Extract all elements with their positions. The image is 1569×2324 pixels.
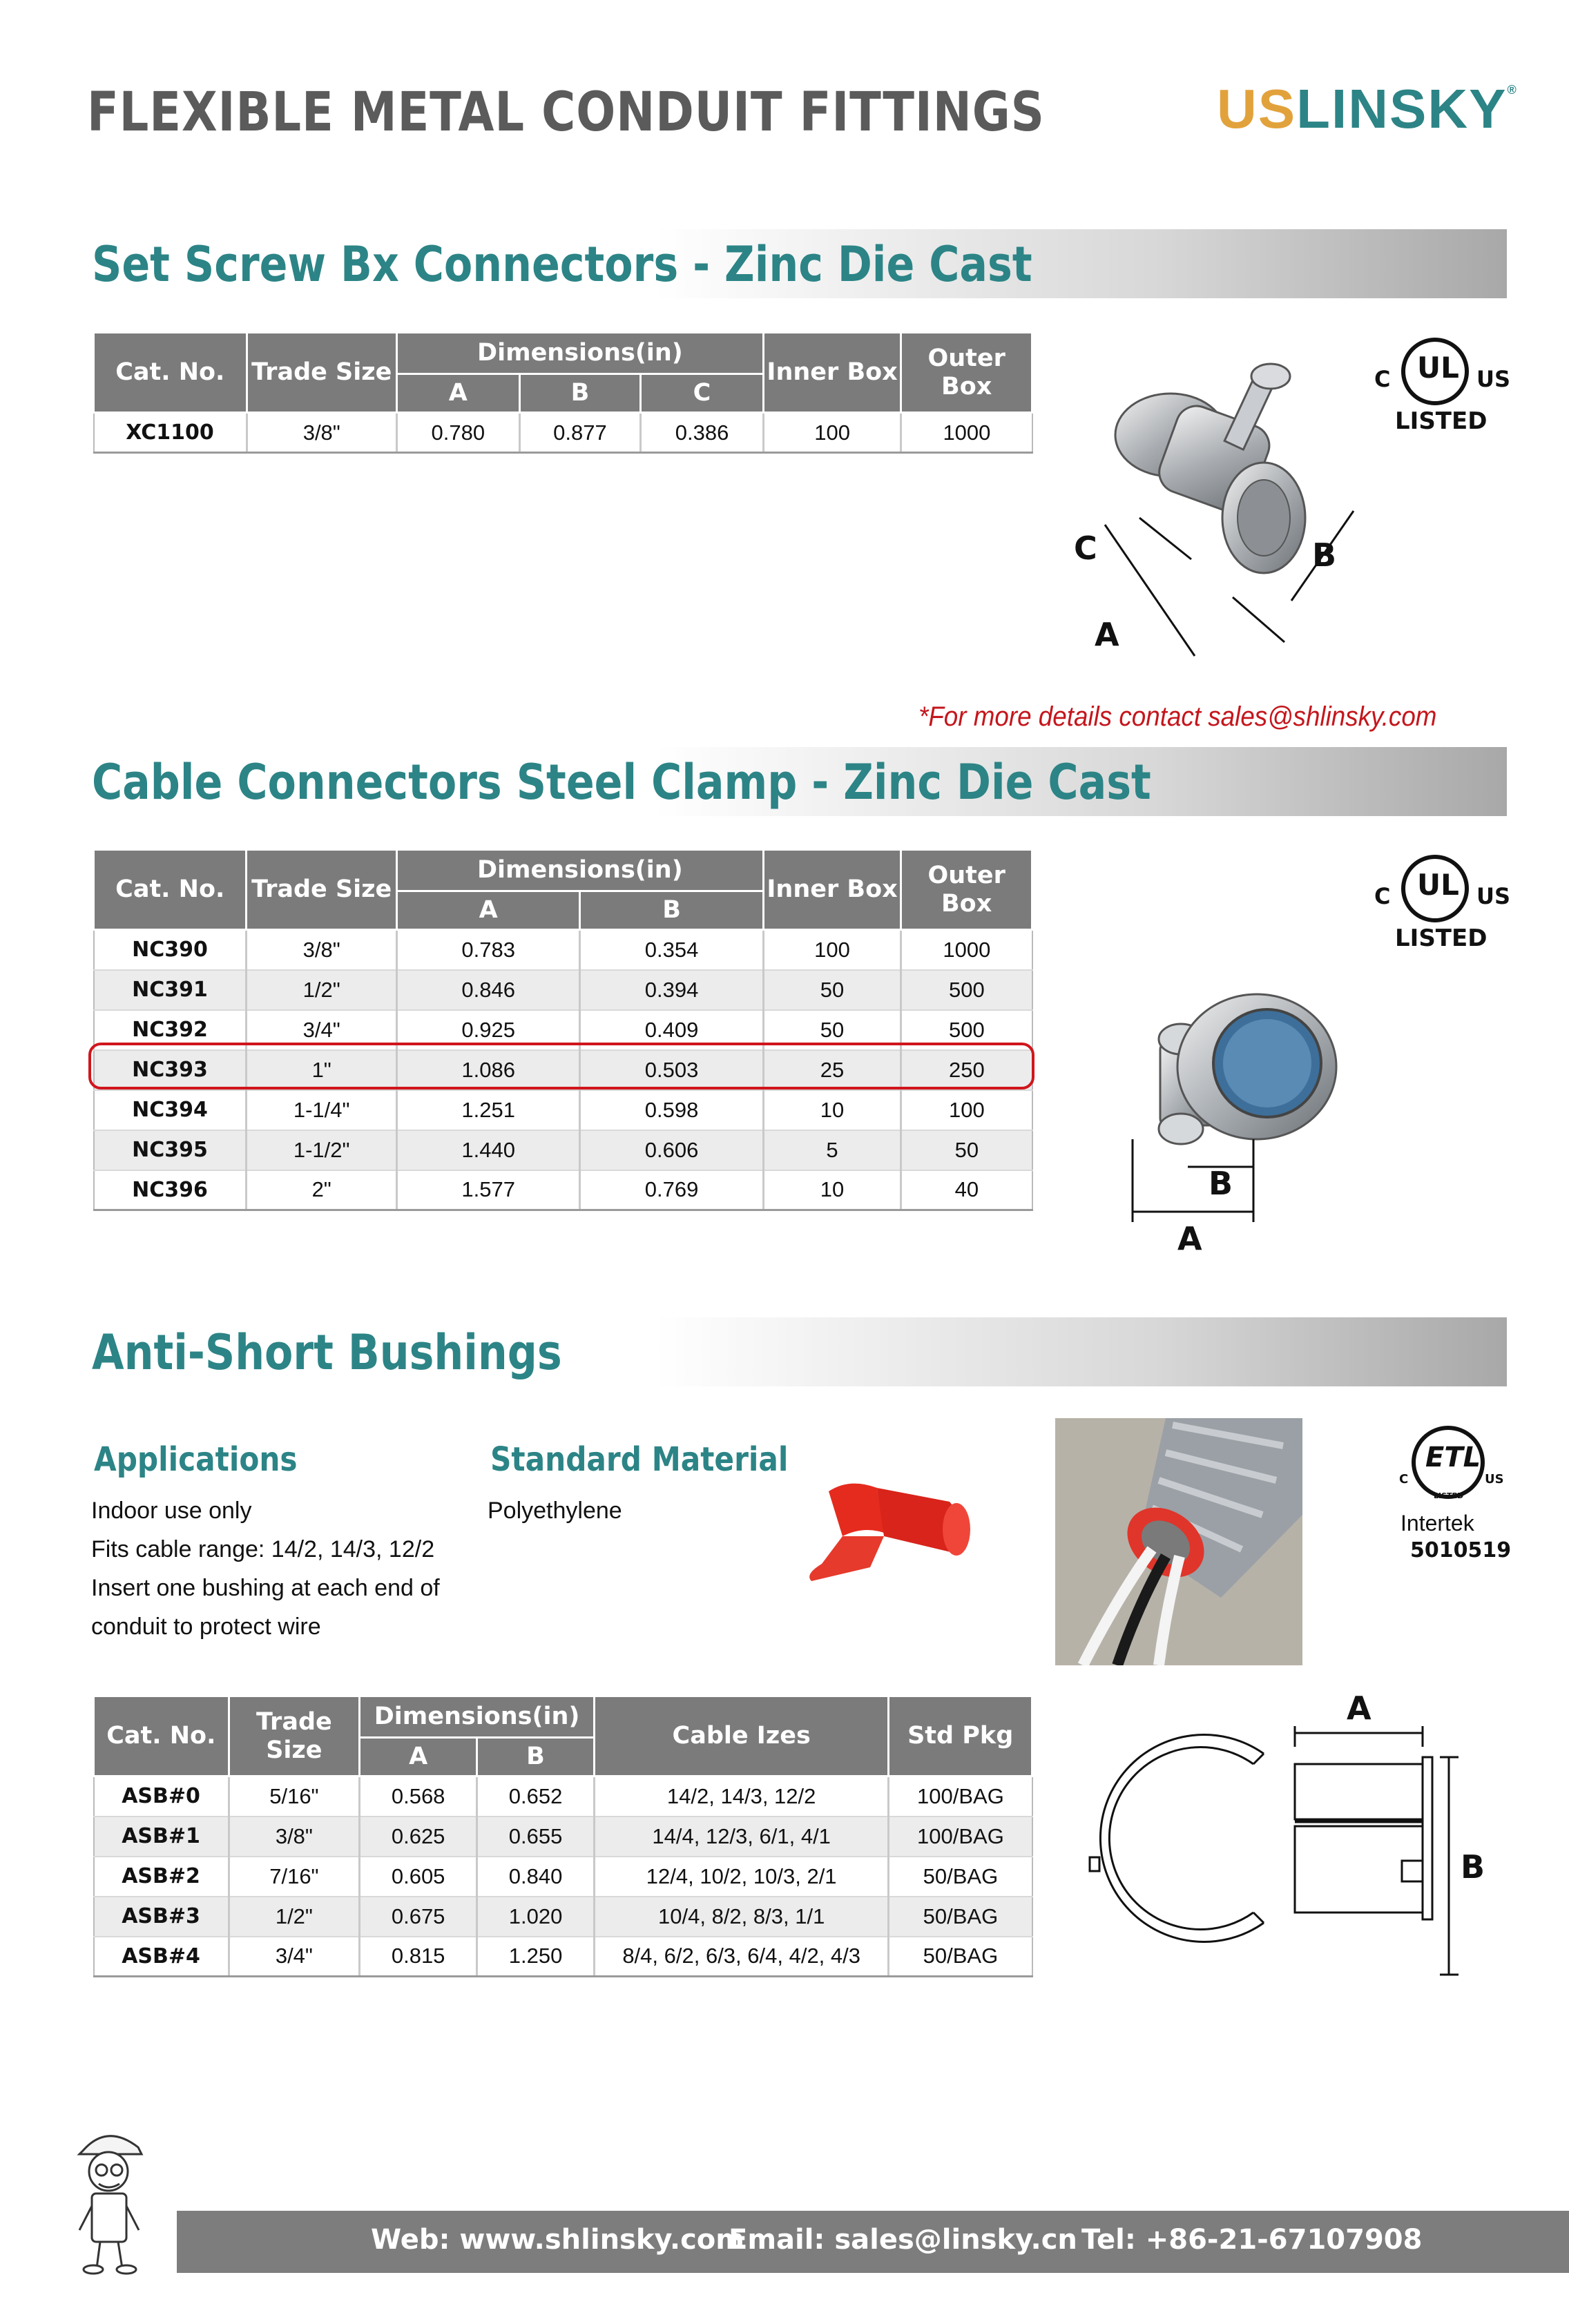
section3-title: Anti-Short Bushings [92, 1324, 562, 1381]
row-highlight-outline [88, 1043, 1034, 1090]
cell-inner: 25 [763, 1050, 901, 1090]
cell-cat: NC394 [94, 1090, 247, 1130]
etl-listed-mark [1396, 1421, 1512, 1566]
col-cable-sizes: Cable Izes [594, 1696, 888, 1776]
cell-pkg: 100/BAG [889, 1817, 1032, 1857]
cell-trade: 3/4" [229, 1937, 360, 1977]
col-std-pkg: Std Pkg [889, 1696, 1032, 1776]
cell-outer: 1000 [901, 413, 1032, 453]
ul-text: UL [1417, 351, 1459, 385]
cell-a: 0.925 [396, 1010, 579, 1050]
cell-a: 0.783 [396, 930, 579, 970]
cell-trade: 7/16" [229, 1857, 360, 1897]
material-value: Polyethylene [488, 1498, 622, 1524]
cell-cat: NC391 [94, 970, 247, 1010]
col-dim-c: C [641, 374, 764, 413]
etl-c-text: C [1399, 1472, 1409, 1487]
cell-a: 0.625 [360, 1817, 477, 1857]
cell-b: 0.409 [580, 1010, 763, 1050]
section1-title: Set Screw Bx Connectors - Zinc Die Cast [92, 236, 1032, 293]
dim-label-b: B [1209, 1165, 1233, 1202]
applications-list [91, 1491, 440, 1646]
cell-cat: ASB#2 [94, 1857, 229, 1897]
cell-inner: 100 [763, 930, 901, 970]
dim-label-b: B [1312, 536, 1337, 574]
brand-linsky: LINSKY [1296, 78, 1508, 139]
cell-cat: XC1100 [94, 413, 247, 453]
cell-outer: 250 [901, 1050, 1032, 1090]
dim-label-a: A [1177, 1220, 1202, 1257]
bushing-technical-drawing [1057, 1678, 1499, 1995]
cell-outer: 40 [901, 1170, 1032, 1210]
cell-trade: 3/8" [229, 1817, 360, 1857]
cell-trade: 3/8" [247, 930, 396, 970]
cell-b: 0.877 [519, 413, 641, 453]
cell-trade: 2" [247, 1170, 396, 1210]
table-row [94, 1937, 1032, 1977]
c-ring-icon [1090, 1735, 1264, 1942]
cell-outer: 500 [901, 1010, 1032, 1050]
applications-item: Indoor use only [91, 1498, 252, 1524]
cell-b: 0.598 [580, 1090, 763, 1130]
cell-trade: 5/16" [229, 1776, 360, 1817]
footer-email[interactable]: Email: sales@linsky.cn [729, 2224, 1077, 2256]
connector-body-icon [1115, 364, 1305, 573]
dim-label-a: A [1347, 1689, 1371, 1727]
page-title: FLEXIBLE METAL CONDUIT FITTINGS [87, 81, 1045, 144]
cell-trade: 3/8" [247, 413, 396, 453]
bushing-installed-photo [1055, 1418, 1302, 1665]
table-row [94, 1817, 1032, 1857]
cell-a: 1.251 [396, 1090, 579, 1130]
section2-table [93, 849, 1033, 1211]
brand-logo [1217, 77, 1518, 141]
cell-cat: NC390 [94, 930, 247, 970]
cell-b: 0.394 [580, 970, 763, 1010]
ul-listed-text: LISTED [1395, 924, 1488, 952]
section2-title: Cable Connectors Steel Clamp - Zinc Die Cast [92, 754, 1151, 811]
cell-cable: 12/4, 10/2, 10/3, 2/1 [594, 1857, 888, 1897]
cell-cat: NC393 [94, 1050, 247, 1090]
ul-listed-mark-2 [1374, 849, 1512, 959]
etl-text: ETL [1425, 1442, 1481, 1473]
table-row [94, 1130, 1032, 1170]
cell-pkg: 50/BAG [889, 1857, 1032, 1897]
cell-cat: ASB#1 [94, 1817, 229, 1857]
cell-inner: 10 [763, 1090, 901, 1130]
cell-pkg: 50/BAG [889, 1937, 1032, 1977]
red-bushing-illustration [801, 1471, 988, 1609]
table-row [94, 930, 1032, 970]
cell-b: 0.769 [580, 1170, 763, 1210]
col-dimensions: Dimensions(in) [396, 850, 763, 891]
footer-tel[interactable]: Tel: +86-21-67107908 [1081, 2224, 1423, 2256]
ul-c-text: C [1374, 366, 1391, 392]
ul-listed-text: LISTED [1395, 407, 1488, 435]
cell-a: 0.675 [360, 1897, 477, 1937]
dim-label-b: B [1461, 1848, 1485, 1886]
col-dim-b: B [519, 374, 641, 413]
col-dim-a: A [396, 891, 579, 930]
cell-a: 0.846 [396, 970, 579, 1010]
ul-us-text: US [1476, 366, 1511, 392]
cell-a: 0.815 [360, 1937, 477, 1977]
table-row [94, 1776, 1032, 1817]
cell-c: 0.386 [641, 413, 764, 453]
cell-trade: 1" [247, 1050, 396, 1090]
applications-title: Applications [94, 1440, 298, 1479]
col-cat-no: Cat. No. [94, 333, 247, 413]
steel-clamp-connector-diagram [1119, 939, 1354, 1257]
cell-pkg: 100/BAG [889, 1776, 1032, 1817]
cell-a: 0.605 [360, 1857, 477, 1897]
col-dim-a: A [360, 1738, 477, 1776]
bushing-icon [809, 1484, 970, 1581]
col-cat-no: Cat. No. [94, 850, 247, 930]
cell-cat: ASB#3 [94, 1897, 229, 1937]
footer-web[interactable]: Web: www.shlinsky.com [371, 2224, 744, 2256]
ul-us-text: US [1476, 883, 1511, 909]
ul-listed-mark-1 [1374, 331, 1512, 442]
cell-trade: 1/2" [247, 970, 396, 1010]
table-row [94, 1170, 1032, 1210]
cell-cat: ASB#4 [94, 1937, 229, 1977]
mascot-illustration [66, 2116, 155, 2275]
contact-note: *For more details contact sales@shlinsky.com [918, 701, 1437, 732]
col-trade-size: Trade Size [247, 850, 396, 930]
cell-inner: 50 [763, 970, 901, 1010]
col-outer-box: Outer Box [901, 850, 1032, 930]
etl-number-text: 5010519 [1410, 1538, 1512, 1562]
etl-us-text: US [1485, 1472, 1504, 1487]
table-row [94, 1090, 1032, 1130]
set-screw-connector-diagram [1063, 352, 1367, 677]
intertek-text: Intertek [1400, 1511, 1474, 1536]
cell-outer: 100 [901, 1090, 1032, 1130]
brand-us: US [1217, 78, 1297, 139]
section1-table [93, 331, 1033, 454]
cell-b: 0.503 [580, 1050, 763, 1090]
col-dimensions: Dimensions(in) [397, 333, 764, 374]
col-outer-box: Outer Box [901, 333, 1032, 413]
applications-item: Insert one bushing at each end of [91, 1575, 440, 1601]
cell-trade: 1-1/2" [247, 1130, 396, 1170]
bushing-side-view-icon [1295, 1726, 1459, 1975]
cell-trade: 1-1/4" [247, 1090, 396, 1130]
col-inner-box: Inner Box [763, 333, 901, 413]
cell-cable: 10/4, 8/2, 8/3, 1/1 [594, 1897, 888, 1937]
cell-trade: 1/2" [229, 1897, 360, 1937]
col-dim-b: B [580, 891, 763, 930]
cell-b: 0.840 [477, 1857, 595, 1897]
dimension-lines-icon [1133, 1139, 1253, 1222]
cell-trade: 3/4" [247, 1010, 396, 1050]
col-cat-no: Cat. No. [94, 1696, 229, 1776]
dim-label-c: C [1074, 530, 1097, 567]
applications-item: Fits cable range: 14/2, 14/3, 12/2 [91, 1536, 435, 1562]
cell-cable: 14/4, 12/3, 6/1, 4/1 [594, 1817, 888, 1857]
cell-a: 1.086 [396, 1050, 579, 1090]
dim-label-a: A [1095, 616, 1119, 653]
cell-inner: 5 [763, 1130, 901, 1170]
cell-cat: ASB#0 [94, 1776, 229, 1817]
col-dim-b: B [477, 1738, 595, 1776]
table-row [94, 413, 1032, 453]
cell-b: 0.652 [477, 1776, 595, 1817]
cell-inner: 10 [763, 1170, 901, 1210]
cell-cable: 14/2, 14/3, 12/2 [594, 1776, 888, 1817]
cell-a: 1.577 [396, 1170, 579, 1210]
cell-inner: 100 [763, 413, 901, 453]
cell-b: 1.250 [477, 1937, 595, 1977]
col-dim-a: A [397, 374, 520, 413]
cell-a: 1.440 [396, 1130, 579, 1170]
col-dimensions: Dimensions(in) [360, 1696, 595, 1738]
cell-b: 0.354 [580, 930, 763, 970]
applications-item: conduit to protect wire [91, 1614, 321, 1640]
cell-b: 0.606 [580, 1130, 763, 1170]
ul-text: UL [1417, 868, 1459, 902]
cell-b: 1.020 [477, 1897, 595, 1937]
col-inner-box: Inner Box [763, 850, 901, 930]
cell-b: 0.655 [477, 1817, 595, 1857]
cell-outer: 500 [901, 970, 1032, 1010]
material-title: Standard Material [490, 1440, 789, 1479]
table-row [94, 970, 1032, 1010]
cell-cat: NC395 [94, 1130, 247, 1170]
ul-c-text: C [1374, 883, 1391, 909]
worker-mascot-icon [79, 2136, 142, 2274]
table-row [94, 1857, 1032, 1897]
cell-a: 0.568 [360, 1776, 477, 1817]
col-trade-size: Trade Size [247, 333, 396, 413]
table-row [94, 1897, 1032, 1937]
col-trade-size: Trade Size [229, 1696, 360, 1776]
section3-table [93, 1695, 1033, 1977]
brand-mark: ® [1507, 83, 1518, 97]
cell-pkg: 50/BAG [889, 1897, 1032, 1937]
cell-a: 0.780 [397, 413, 520, 453]
cell-cable: 8/4, 6/2, 6/3, 6/4, 4/2, 4/3 [594, 1937, 888, 1977]
cell-cat: NC392 [94, 1010, 247, 1050]
cell-inner: 50 [763, 1010, 901, 1050]
cell-outer: 50 [901, 1130, 1032, 1170]
etl-listed-text: LISTED [1434, 1491, 1464, 1500]
cell-cat: NC396 [94, 1170, 247, 1210]
connector-body-icon [1159, 994, 1336, 1144]
cell-outer: 1000 [901, 930, 1032, 970]
